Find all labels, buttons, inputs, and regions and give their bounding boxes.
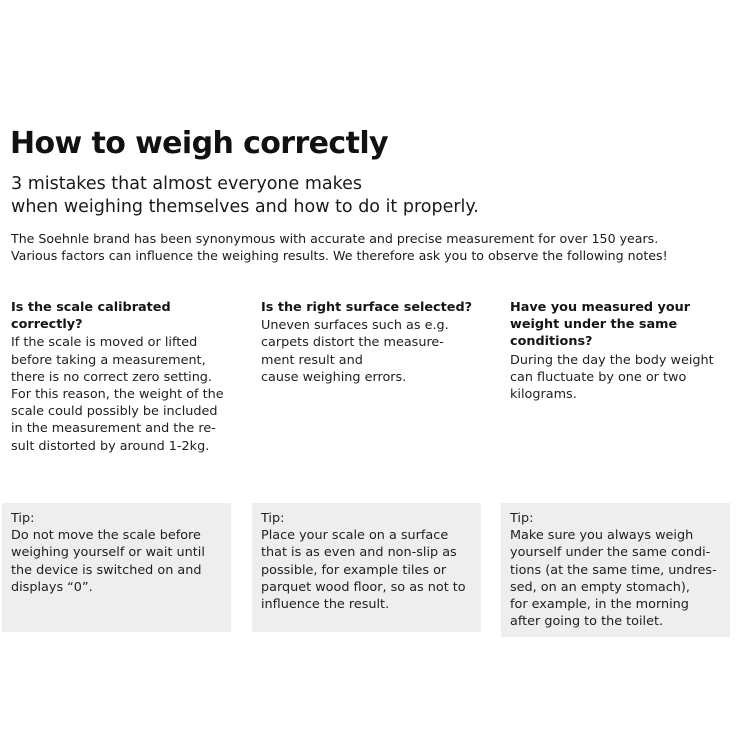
tip-label: Tip:: [11, 511, 35, 526]
intro-paragraph: [11, 230, 746, 264]
answer-line: carpets distort the measure-: [261, 335, 444, 351]
mistake-column-conditions: [510, 299, 745, 403]
question-heading: [11, 299, 246, 333]
tip-line: weighing yourself or wait until: [11, 545, 205, 561]
answer-text: [261, 317, 496, 386]
tip-line: after going to the toilet.: [510, 614, 664, 630]
answer-text: [510, 352, 745, 404]
tip-line: tions (at the same time, undres-: [510, 562, 717, 578]
tip-line: Place your scale on a surface: [261, 528, 449, 544]
question-line: weight under the same: [510, 317, 678, 333]
question-line: Is the scale calibrated: [11, 300, 171, 315]
answer-line: before taking a measurement,: [11, 352, 206, 368]
tip-line: influence the result.: [261, 597, 390, 613]
answer-text: [11, 334, 246, 454]
answer-line: ment result and: [261, 352, 363, 368]
answer-line: Uneven surfaces such as e.g.: [261, 318, 449, 334]
subtitle-line: 3 mistakes that almost everyone makes: [11, 174, 362, 194]
tip-line: Do not move the scale before: [11, 528, 201, 544]
question-heading: [510, 299, 745, 351]
page-subtitle: [11, 173, 571, 219]
tip-line: the device is switched on and: [11, 562, 202, 578]
tip-line: displays “0”.: [11, 579, 93, 595]
answer-line: in the measurement and the re-: [11, 421, 216, 437]
intro-line: The Soehnle brand has been synonymous with accurate and precise measurement for over 150 years.: [11, 231, 659, 246]
tip-box-conditions: [501, 503, 730, 637]
question-line: correctly?: [11, 317, 83, 333]
question-line: Have you measured your: [510, 300, 691, 315]
tip-line: parquet wood floor, so as not to: [261, 579, 466, 595]
tip-line: for example, in the morning: [510, 597, 689, 613]
tip-label: Tip:: [510, 511, 534, 526]
tip-box-surface: [252, 503, 481, 632]
tip-text: [261, 527, 481, 613]
answer-line: If the scale is moved or lifted: [11, 335, 198, 351]
tip-text: [510, 527, 730, 630]
question-line: conditions?: [510, 334, 593, 350]
question-line: Is the right surface selected?: [261, 300, 473, 315]
answer-line: can fluctuate by one or two: [510, 369, 687, 385]
tip-line: yourself under the same condi-: [510, 545, 711, 561]
tip-box-calibration: [2, 503, 231, 632]
subtitle-line: when weighing themselves and how to do it properly.: [11, 197, 479, 217]
intro-line: Various factors can influence the weighing results. We therefore ask you to observe the following notes!: [11, 248, 668, 263]
question-heading: [261, 299, 496, 316]
answer-line: scale could possibly be included: [11, 404, 218, 420]
tip-line: that is as even and non-slip as: [261, 545, 457, 561]
tip-text: [11, 527, 231, 596]
answer-line: During the day the body weight: [510, 352, 714, 368]
answer-line: cause weighing errors.: [261, 369, 407, 385]
page-title: How to weigh correctly: [10, 126, 388, 161]
tip-line: Make sure you always weigh: [510, 528, 694, 544]
tip-line: possible, for example tiles or: [261, 562, 447, 578]
answer-line: kilograms.: [510, 387, 577, 403]
tip-line: sed, on an empty stomach),: [510, 579, 690, 595]
mistake-column-calibration: [11, 299, 246, 455]
answer-line: sult distorted by around 1-2kg.: [11, 438, 210, 454]
tip-label: Tip:: [261, 511, 285, 526]
answer-line: there is no correct zero setting.: [11, 369, 212, 385]
mistake-column-surface: [261, 299, 496, 386]
answer-line: For this reason, the weight of the: [11, 387, 224, 403]
